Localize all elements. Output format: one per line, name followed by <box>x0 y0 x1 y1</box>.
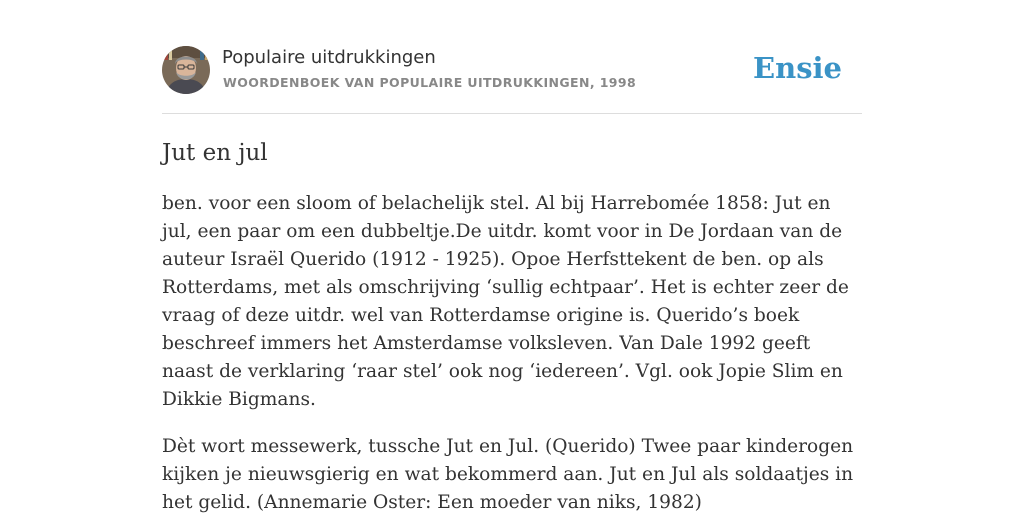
source-header <box>162 45 862 114</box>
author-avatar[interactable] <box>162 46 210 94</box>
source-subtitle: WOORDENBOEK VAN POPULAIRE UITDRUKKINGEN, 1998 <box>223 75 637 90</box>
definition-paragraph: ben. voor een sloom of belachelijk stel. Al bij Harrebomée 1858: Jut en jul, een paar om een dubbeltje.De uitdr. komt voor in De Jordaan van de auteur Israël Querido (1912 - 1925). Opoe Herfsttekent de ben. op als Rotterdams, met als omschrijving ‘sullig echtpaar’. Het is echter zeer de vraag of deze uitdr. wel van Rotterdamse origine is. Querido’s boek beschreef immers het Amsterdamse volksleven. Van Dale 1992 geeft naast de verklaring ‘raar stel’ ook nog ‘iedereen’. Vgl. ook Jopie Slim en Dikkie Bigmans. <box>162 193 849 410</box>
author-portrait-icon <box>162 46 210 94</box>
example-paragraph: Dèt wort messewerk, tussche Jut en Jul. (Querido) Twee paar kinderogen kijken je nieuwsgierig en wat bekommerd aan. Jut en Jul als soldaatjes in het gelid. (Annemarie Oster: Een moeder van niks, 1982) <box>162 436 854 513</box>
source-title[interactable]: Populaire uitdrukkingen <box>222 47 436 68</box>
entry-title: Jut en jul <box>162 140 268 166</box>
ensie-logo[interactable]: Ensie <box>753 51 842 85</box>
entry-card <box>162 45 862 517</box>
